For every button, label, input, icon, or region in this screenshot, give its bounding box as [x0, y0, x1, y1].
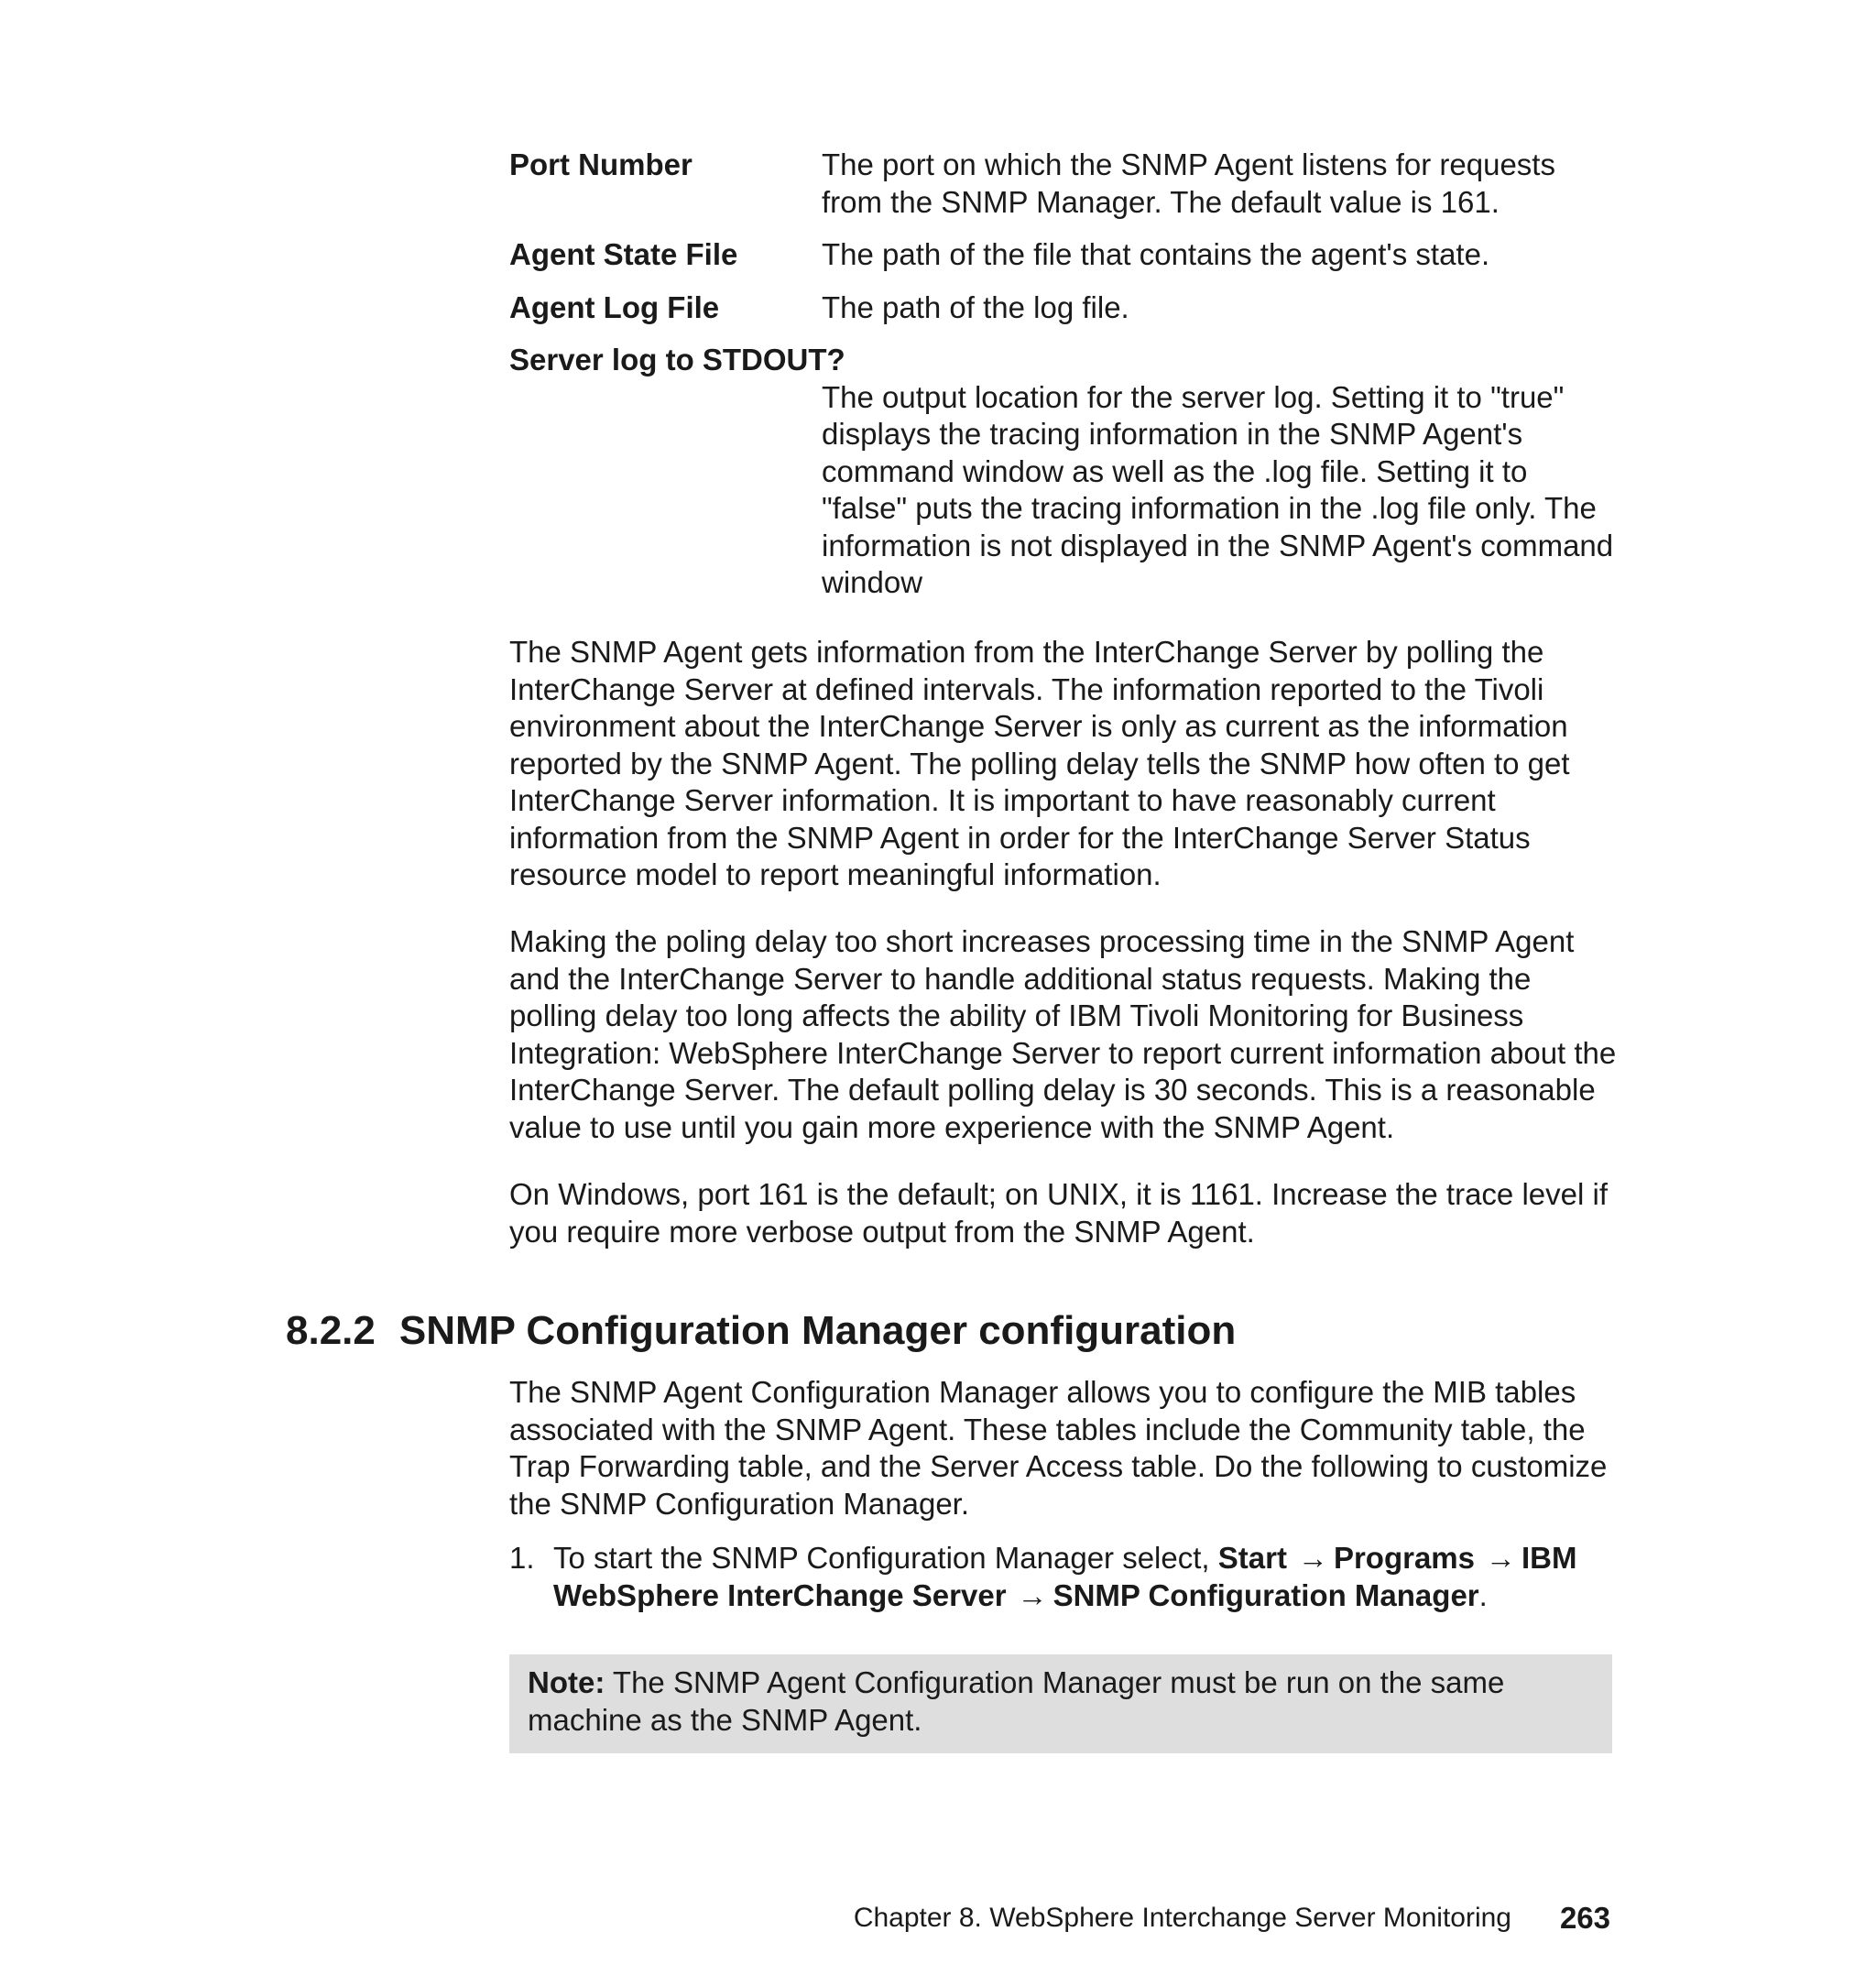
section-title: SNMP Configuration Manager configuration [398, 1308, 1237, 1353]
definition-row [509, 342, 1618, 602]
menu-path-start: Start [1217, 1541, 1287, 1575]
step-suffix: . [1478, 1577, 1488, 1612]
page-number: 263 [1559, 1901, 1610, 1935]
definition-row [509, 289, 1618, 327]
definition-term: Port Number [509, 147, 693, 181]
note-label: Note: [528, 1665, 605, 1699]
step-text [553, 1540, 1620, 1614]
arrow-right-icon: → [1297, 1541, 1328, 1575]
definition-description: The path of the file that contains the agent's state. [822, 237, 1490, 271]
definition-description: The output location for the server log. Setting it to "true" displays the tracing information in the SNMP Agent's command window as well as the .log file. Setting it to "false" puts the tracing information in the .log file only. The information is not displayed in the SNMP Agent's command window [822, 379, 1614, 599]
definition-list [509, 147, 1618, 617]
definition-description: The port on which the SNMP Agent listens for requests from the SNMP Manager. The default value is 161. [822, 147, 1555, 219]
arrow-right-icon: → [1017, 1577, 1048, 1612]
page-footer [843, 1896, 1612, 1940]
note-box [509, 1654, 1612, 1753]
paragraph-polling: The SNMP Agent gets information from the InterChange Server by polling the InterChange Server at defined intervals. The information reported to the Tivoli environment about the InterChange Server is only as current as the information reported by the SNMP Agent. The polling delay tells the SNMP how often to get InterChange Server information. It is important to have reasonably current information from the SNMP Agent in order for the InterChange Server Status resource model to report meaningful information. [509, 635, 1570, 891]
definition-row [509, 236, 1618, 274]
menu-path-snmp-config-manager: SNMP Configuration Manager [1053, 1577, 1479, 1612]
step-number: 1. [509, 1541, 535, 1575]
paragraph-ports: On Windows, port 161 is the default; on UNIX, it is 1161. Increase the trace level if you require more verbose output from the SNMP Agent. [509, 1177, 1608, 1249]
definition-description: The path of the log file. [822, 289, 1129, 324]
menu-path-ibm-websphere: IBM WebSphere InterChange Server [553, 1541, 1577, 1612]
footer-chapter-title: Chapter 8. WebSphere Interchange Server Monitoring [853, 1903, 1511, 1933]
section-heading [286, 1305, 1236, 1357]
definition-term: Agent Log File [509, 289, 720, 324]
step-prefix: To start the SNMP Configuration Manager select, [553, 1541, 1218, 1575]
menu-path-programs: Programs [1333, 1541, 1475, 1575]
definition-row [509, 147, 1618, 221]
section-intro: The SNMP Agent Configuration Manager allows you to configure the MIB tables associated with the SNMP Agent. These tables include the Community table, the Trap Forwarding table, and the Server Access table. Do the following to customize the SNMP Configuration Manager. [509, 1375, 1608, 1521]
note-text: The SNMP Agent Configuration Manager must be run on the same machine as the SNMP Agent. [528, 1665, 1505, 1737]
numbered-step [509, 1540, 1620, 1614]
section-number: 8.2.2 [286, 1308, 376, 1353]
paragraph-polling-delay: Making the poling delay too short increases processing time in the SNMP Agent and the InterChange Server to handle additional status requests. Making the polling delay too long affects the ability of IBM Tivoli Monitoring for Business Integration: WebSphere InterChange Server to report current information about the InterChange Server. The default polling delay is 30 seconds. This is a reasonable value to use until you gain more experience with the SNMP Agent. [509, 924, 1617, 1144]
definition-term: Agent State File [509, 237, 738, 271]
definition-term: Server log to STDOUT? [509, 343, 845, 376]
arrow-right-icon: → [1486, 1541, 1516, 1575]
